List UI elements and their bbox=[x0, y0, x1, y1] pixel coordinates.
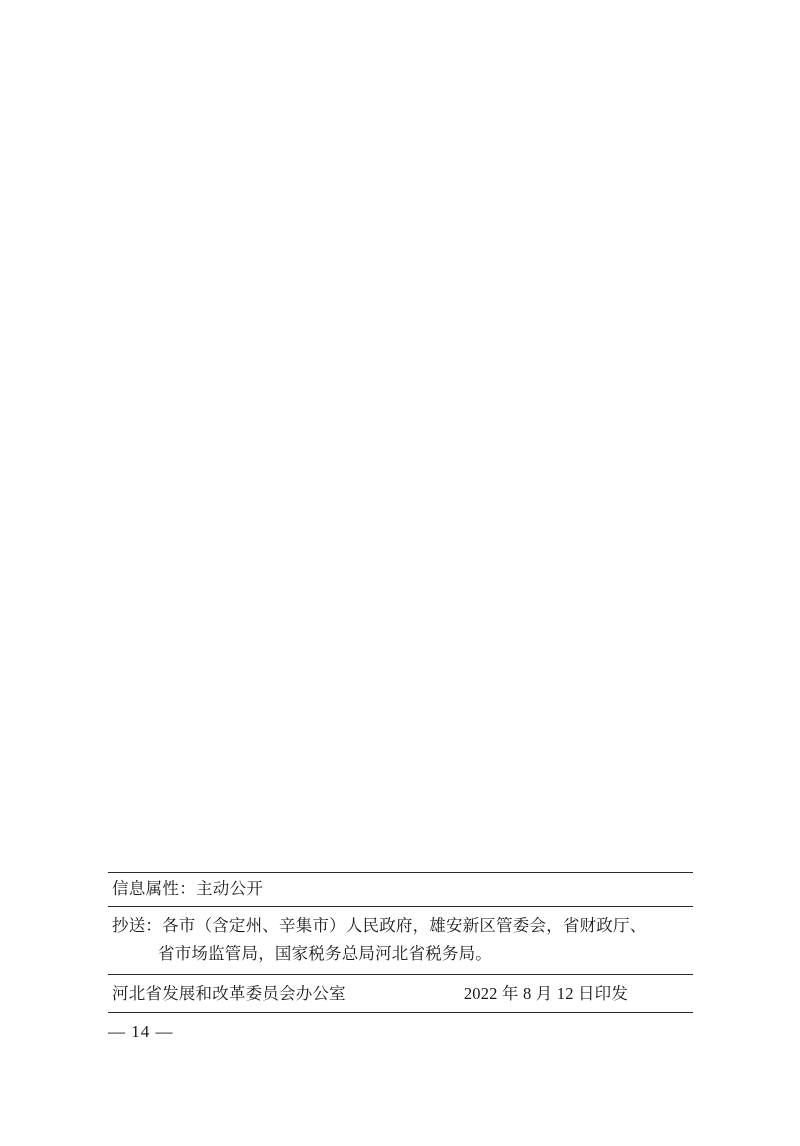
page-number: — 14 — bbox=[108, 1022, 174, 1041]
carbon-copy-row bbox=[108, 907, 693, 974]
carbon-copy-line-2: 省市场监管局，国家税务总局河北省税务局。 bbox=[158, 944, 492, 963]
issue-date: 2022 年 8 月 12 日印发 bbox=[463, 984, 629, 1003]
carbon-copy-line-1: 抄送：各市（含定州、辛集市）人民政府，雄安新区管委会，省财政厅、 bbox=[112, 916, 647, 935]
page-body-empty-area bbox=[100, 60, 700, 860]
footer-rule-bottom bbox=[108, 1012, 693, 1013]
issuer-row bbox=[108, 975, 693, 1012]
document-footer-block bbox=[108, 872, 693, 1013]
issuer-name: 河北省发展和改革委员会办公室 bbox=[112, 984, 346, 1003]
info-attribute-row: 信息属性：主动公开 bbox=[112, 879, 264, 898]
